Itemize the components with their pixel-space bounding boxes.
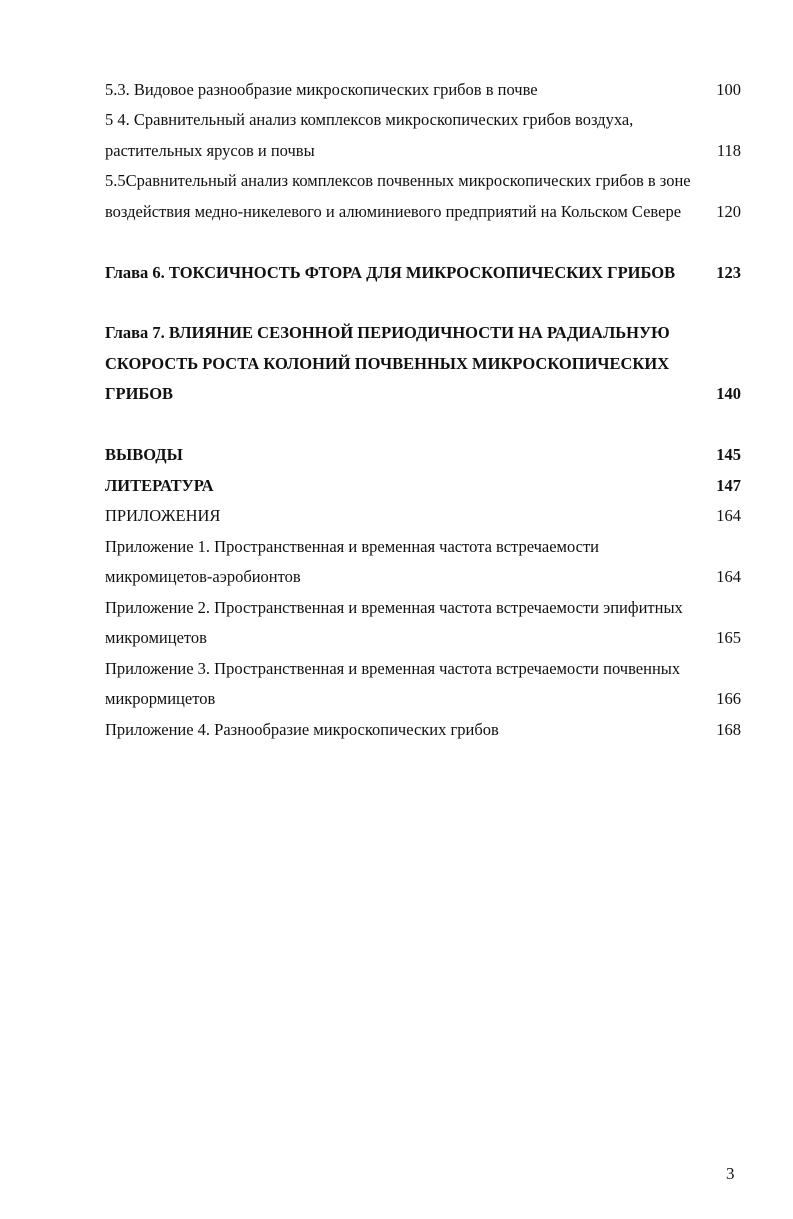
toc-page: 100 bbox=[716, 80, 741, 99]
toc-line bbox=[105, 565, 741, 589]
toc-conclusions bbox=[105, 443, 741, 467]
toc-line bbox=[105, 626, 741, 650]
toc-text: Глава 7. ВЛИЯНИЕ СЕЗОННОЙ ПЕРИОДИЧНОСТИ НА РАДИАЛЬНУЮ bbox=[105, 323, 670, 342]
toc-text: ВЫВОДЫ bbox=[105, 445, 183, 464]
toc-line bbox=[105, 596, 741, 620]
toc-appendices bbox=[105, 504, 741, 528]
toc-text: 5 4. Сравнительный анализ комплексов микроскопических грибов воздуха, bbox=[105, 110, 634, 129]
toc-page: 166 bbox=[716, 689, 741, 708]
toc-line bbox=[105, 169, 741, 193]
toc-page: 145 bbox=[716, 445, 741, 464]
toc-text: микрормицетов bbox=[105, 689, 216, 708]
toc-page: 164 bbox=[716, 567, 741, 586]
toc-text: СКОРОСТЬ РОСТА КОЛОНИЙ ПОЧВЕННЫХ МИКРОСКОПИЧЕСКИХ bbox=[105, 354, 670, 373]
toc-text: ЛИТЕРАТУРА bbox=[105, 476, 214, 495]
toc-line bbox=[105, 382, 741, 406]
toc-text: Приложение 3. Пространственная и временная частота встречаемости почвенных bbox=[105, 659, 681, 678]
toc-text: Приложение 1. Пространственная и временная частота встречаемости bbox=[105, 537, 600, 556]
page-number: 3 bbox=[726, 1164, 735, 1183]
toc-text: ГРИБОВ bbox=[105, 384, 174, 403]
toc-line bbox=[105, 200, 741, 224]
toc-text: микромицетов bbox=[105, 628, 207, 647]
toc-text: микромицетов-аэробионтов bbox=[105, 567, 301, 586]
toc-page: 118 bbox=[716, 141, 741, 160]
toc-line bbox=[105, 78, 741, 102]
toc-page: 140 bbox=[716, 384, 741, 403]
toc-text: Глава 6. ТОКСИЧНОСТЬ ФТОРА ДЛЯ МИКРОСКОПИЧЕСКИХ ГРИБОВ bbox=[105, 263, 676, 282]
toc-literature bbox=[105, 474, 741, 498]
toc-line bbox=[105, 687, 741, 711]
toc-line bbox=[105, 139, 741, 163]
toc-page: 165 bbox=[716, 628, 741, 647]
toc-line bbox=[105, 535, 741, 559]
toc-line bbox=[105, 108, 741, 132]
toc-line bbox=[105, 657, 741, 681]
toc-line bbox=[105, 718, 741, 742]
toc-text: растительных ярусов и почвы bbox=[105, 141, 315, 160]
toc-text: ПРИЛОЖЕНИЯ bbox=[105, 506, 221, 525]
toc-page: 120 bbox=[716, 202, 741, 221]
toc-page: 164 bbox=[716, 506, 741, 525]
toc-line bbox=[105, 352, 741, 376]
toc-text: 5.5Сравнительный анализ комплексов почвенных микроскопических грибов в зоне bbox=[105, 171, 691, 190]
toc-chapter-7 bbox=[105, 321, 741, 345]
toc-text: Приложение 4. Разнообразие микроскопических грибов bbox=[105, 720, 499, 739]
toc-page: 147 bbox=[716, 476, 741, 495]
toc-page: 123 bbox=[716, 263, 741, 282]
toc-chapter-6 bbox=[105, 261, 741, 285]
toc-text: воздействия медно-никелевого и алюминиевого предприятий на Кольском Севере bbox=[105, 202, 682, 221]
toc-text: 5.3. Видовое разнообразие микроскопических грибов в почве bbox=[105, 80, 538, 99]
toc-page: 168 bbox=[716, 720, 741, 739]
toc-text: Приложение 2. Пространственная и временная частота встречаемости эпифитных bbox=[105, 598, 683, 617]
